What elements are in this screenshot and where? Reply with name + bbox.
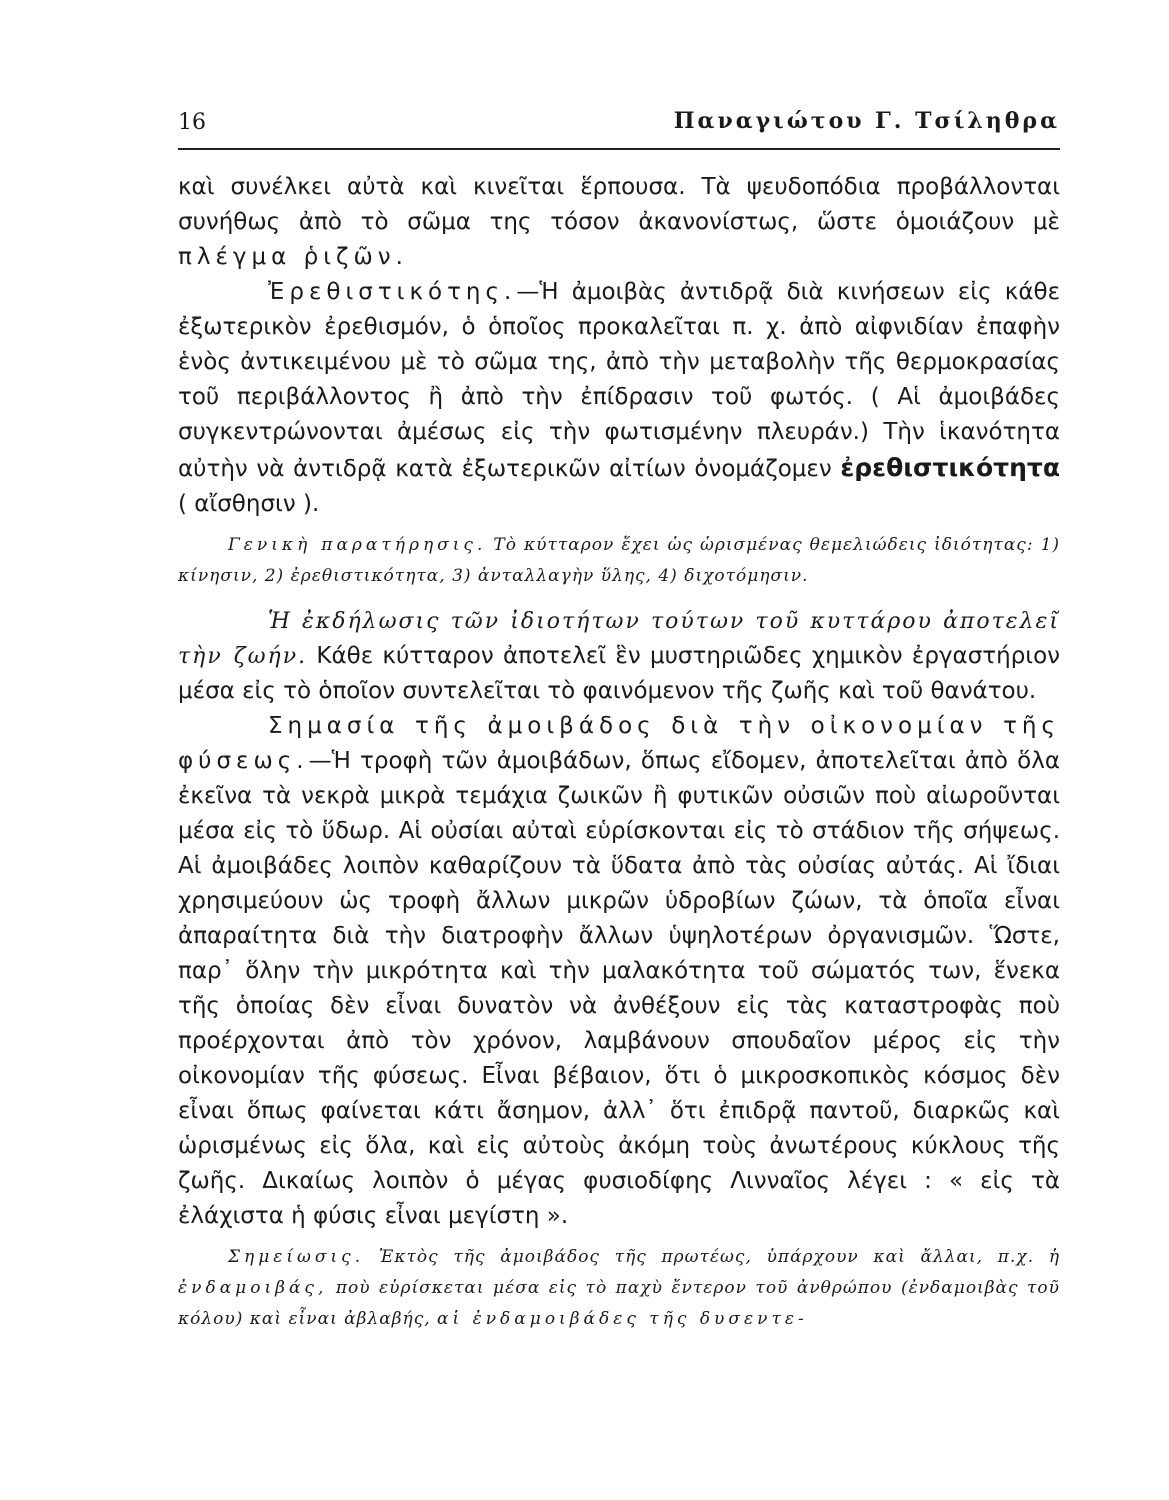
paragraph-significance: Σημασία τῆς ἀμοιβάδος διὰ τὴν οἰκονομίαν τῆς φύσεως.—Ἡ τροφὴ τῶν ἀμοιβάδων, ὅπως εἴδομεν, ἀποτελεῖται ἀπὸ ὅλα ἐκεῖνα τὰ νεκρὰ μικρὰ τεμάχια ζωικῶν ἢ φυτικῶν οὐσιῶν ποὺ αἰωροῦνται μέσα εἰς τὸ ὕδωρ. Αἱ οὐσίαι αὐταὶ εὑρίσκονται εἰς τὸ στάδιον τῆς σήψεως. Αἱ ἀμοιβάδες λοιπὸν καθαρίζουν τὰ ὕδατα ἀπὸ τὰς οὐσίας αὐτάς. Αἱ ἴδιαι χρησιμεύουν ὡς τροφὴ ἄλλων μικρῶν ὑδροβίων ζώων, τὰ ὁποῖα εἶναι ἀπαραίτητα διὰ τὴν διατροφὴν ἄλλων ὑψηλοτέρων ὀργανισμῶν. Ὥστε, παρ᾽ ὅλην τὴν μικρότητα καὶ τὴν μαλακότητα τοῦ σώματός των, ἕνεκα τῆς ὁποίας δὲν εἶναι δυνατὸν νὰ ἀνθέξουν εἰς τὰς καταστροφὰς ποὺ προέρχονται ἀπὸ τὸν χρόνον, λαμβάνουν σπουδαῖον μέρος εἰς τὴν οἰκονομίαν τῆς φύσεως. Εἶναι βέβαιον, ὅτι ὁ μικροσκοπικὸς κόσμος δὲν εἶναι ὅπως φαίνεται κάτι ἄσημον, ἀλλ᾽ ὅτι ἐπιδρᾷ παντοῦ, διαρκῶς καὶ ὡρισμένως εἰς ὅλα, καὶ εἰς αὐτοὺς ἀκόμη τοὺς ἀνωτέρους κύκλους τῆς ζωῆς. Δικαίως λοιπὸν ὁ μέγας φυσιοδίφης Λινναῖος λέγει : « εἰς τὰ ἐλάχιστα ἡ φύσις εἶναι μεγίστη ». <box>178 713 1060 1229</box>
footnote-remark: Σημείωσις. Ἐκτὸς τῆς ἀμοιβάδος τῆς πρωτέως, ὑπάρχουν καὶ ἄλλαι, π.χ. ἡ ἐνδαμοιβάς, ποὺ εὑρίσκεται μέσα εἰς τὸ παχὺ ἔντερον τοῦ ἀνθρώπου (ἐνδαμοιβὰς τοῦ κόλου) καὶ εἶναι ἀβλαβής, αἱ ἐνδαμοιβάδες τῆς δυσεντε- <box>178 1247 1061 1329</box>
paragraph-life: Ἡ ἐκδήλωσις τῶν ἰδιοτήτων τούτων τοῦ κυττάρου ἀποτελεῖ τὴν ζωήν. Κάθε κύτταρον ἀποτελεῖ ἓν μυστηριῶδες χημικὸν ἐργαστήριον μέσα εἰς τὸ ὁποῖον συντελεῖται τὸ φαινόμενον τῆς ζωῆς καὶ τοῦ θανάτου. <box>178 609 1060 704</box>
general-remark-note: Γενικὴ παρατήρησις. Τὸ κύτταρον ἔχει ὡς ὡρισμένας θεμελιώδεις ἰδιότητας: 1) κίνησιν, 2) ἐρεθιστικότητα, 3) ἀνταλλαγὴν ὕλης, 4) διχοτόμησιν. <box>178 535 1061 586</box>
bold-term: ἐρεθιστικότητα <box>840 453 1061 482</box>
italic-statement: Ἡ ἐκδήλωσις τῶν ἰδιοτήτων τούτων τοῦ κυττάρου ἀποτελεῖ τὴν ζωήν. <box>178 609 1060 669</box>
spaced-term: πλέγμα ῥιζῶν. <box>178 244 408 270</box>
running-title: Παναγιώτου Γ. Τσίληθρα <box>673 108 1060 134</box>
main-text <box>178 170 1060 1335</box>
note-heading: Γενικὴ παρατήρησις. <box>228 535 487 555</box>
section-heading-significance: Σημασία τῆς ἀμοιβάδος διὰ τὴν οἰκονομίαν τῆς φύσεως. <box>178 713 1060 774</box>
page-number: 16 <box>178 110 206 135</box>
paragraph-irritability: Ἐρεθιστικότης.—Ἡ ἀμοιβὰς ἀντιδρᾷ διὰ κινήσεων εἰς κάθε ἐξωτερικὸν ἐρεθισμόν, ὁ ὁποῖος προκαλεῖται π. χ. ἀπὸ αἰφνιδίαν ἐπαφὴν ἑνὸς ἀντικειμένου μὲ τὸ σῶμα της, ἀπὸ τὴν μεταβολὴν τῆς θερμοκρασίας τοῦ περιβάλλοντος ἢ ἀπὸ τὴν ἐπίδρασιν τοῦ φωτός. ( Αἱ ἀμοιβάδες συγκεντρώνονται ἀμέσως εἰς τὴν φωτισμένην πλευράν.) Τὴν ἱκανότητα αὐτὴν νὰ ἀντιδρᾷ κατὰ ἐξωτερικῶν αἰτίων ὀνομάζομεν ἐρεθιστικότητα ( αἴσθησιν ). <box>178 279 1061 517</box>
paragraph-1: καὶ συνέλκει αὐτὰ καὶ κινεῖται ἕρπουσα. Τὰ ψευδοπόδια προβάλλονται συνήθως ἀπὸ τὸ σῶμα της τόσον ἀκανονίστως, ὥστε ὁμοιάζουν μὲ πλέγμα ῥιζῶν. <box>178 174 1060 270</box>
page-header <box>178 104 1060 150</box>
section-heading-irritability: Ἐρεθιστικότης. <box>268 279 517 305</box>
note-heading: Σημείωσις. <box>228 1247 365 1267</box>
